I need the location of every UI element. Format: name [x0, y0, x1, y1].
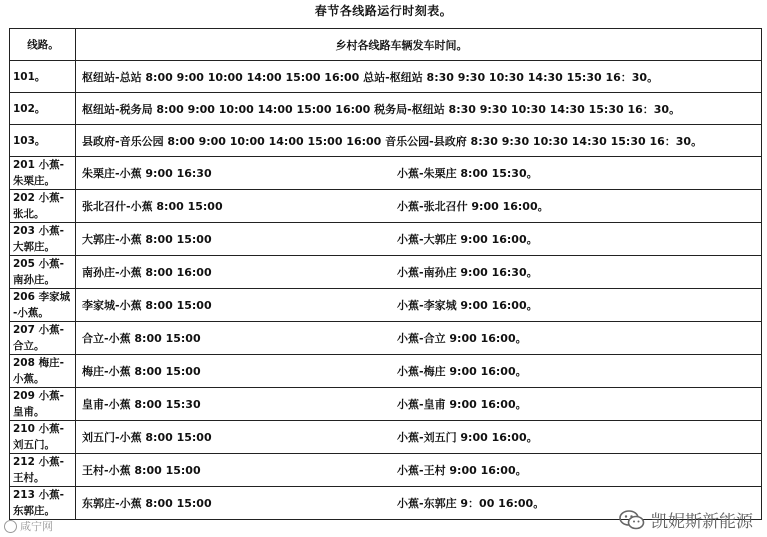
- table-row: [10, 388, 762, 421]
- route-times: [76, 388, 762, 421]
- route-times: [76, 322, 762, 355]
- route-line2: 朱栗庄。: [13, 175, 55, 187]
- outbound-times: 皇甫-小蕉 8:00 15:30: [82, 398, 201, 411]
- route-number: [10, 454, 76, 487]
- route-number: 102。: [10, 93, 76, 125]
- table-row: [10, 421, 762, 454]
- route-line2: 皇甫。: [13, 406, 45, 418]
- watermark: [619, 507, 753, 532]
- route-line2: 刘五门。: [13, 439, 55, 451]
- route-times: [76, 190, 762, 223]
- route-line1: 208 梅庄-: [13, 357, 64, 369]
- route-times: [76, 421, 762, 454]
- outbound-times: 刘五门-小蕉 8:00 15:00: [82, 431, 212, 444]
- watermark-left: [4, 518, 53, 534]
- return-times: 小蕉-张北召什 9:00 16:00。: [397, 200, 549, 213]
- return-times: 小蕉-南孙庄 9:00 16:30。: [397, 266, 538, 279]
- route-times: 枢纽站-总站 8:00 9:00 10:00 14:00 15:00 16:00 总站-枢纽站 8:30 9:30 10:30 14:30 15:30 16：30。: [76, 61, 762, 93]
- times-pair: [82, 330, 755, 346]
- return-times: 小蕉-东郭庄 9：00 16:00。: [397, 497, 545, 510]
- outbound-times: 朱栗庄-小蕉 9:00 16:30: [82, 167, 212, 180]
- route-line2: -小蕉。: [13, 307, 49, 319]
- route-line1: 202 小蕉-: [13, 192, 64, 204]
- route-times: 枢纽站-税务局 8:00 9:00 10:00 14:00 15:00 16:00 税务局-枢纽站 8:30 9:30 10:30 14:30 15:30 16：30。: [76, 93, 762, 125]
- watermark-left-icon: [4, 520, 17, 533]
- route-line1: 201 小蕉-: [13, 159, 64, 171]
- outbound-times: 南孙庄-小蕉 8:00 16:00: [82, 266, 212, 279]
- route-line1: 213 小蕉-: [13, 489, 64, 501]
- route-line2: 南孙庄。: [13, 274, 55, 286]
- times-pair: [82, 297, 755, 313]
- table-row: [10, 454, 762, 487]
- outbound-times: 大郭庄-小蕉 8:00 15:00: [82, 233, 212, 246]
- route-line1: 205 小蕉-: [13, 258, 64, 270]
- route-line2: 大郭庄。: [13, 241, 55, 253]
- route-number: [10, 322, 76, 355]
- table-row: [10, 256, 762, 289]
- route-times: [76, 256, 762, 289]
- outbound-times: 李家城-小蕉 8:00 15:00: [82, 299, 212, 312]
- route-times: [76, 223, 762, 256]
- table-row: [10, 355, 762, 388]
- outbound-times: 梅庄-小蕉 8:00 15:00: [82, 365, 201, 378]
- route-times: 县政府-音乐公园 8:00 9:00 10:00 14:00 15:00 16:00 音乐公园-县政府 8:30 9:30 10:30 14:30 15:30 16：30。: [76, 125, 762, 157]
- route-number: 103。: [10, 125, 76, 157]
- route-line2: 小蕉。: [13, 373, 45, 385]
- wechat-icon: [619, 509, 645, 531]
- route-line2: 东郭庄。: [13, 505, 55, 517]
- watermark-left-text: 咸宁网: [20, 520, 53, 533]
- table-header-row: [10, 29, 762, 61]
- document-title: 春节各线路运行时刻表。: [314, 4, 453, 18]
- table-row: [10, 223, 762, 256]
- times-pair: [82, 429, 755, 445]
- outbound-times: 东郭庄-小蕉 8:00 15:00: [82, 497, 212, 510]
- table-row: [10, 125, 762, 157]
- route-line1: 207 小蕉-: [13, 324, 64, 336]
- route-number: [10, 388, 76, 421]
- route-line1: 212 小蕉-: [13, 456, 64, 468]
- times-pair: [82, 363, 755, 379]
- return-times: 小蕉-合立 9:00 16:00。: [397, 332, 527, 345]
- times-pair: [82, 396, 755, 412]
- return-times: 小蕉-梅庄 9:00 16:00。: [397, 365, 527, 378]
- return-times: 小蕉-王村 9:00 16:00。: [397, 464, 527, 477]
- table-row: [10, 190, 762, 223]
- route-line1: 210 小蕉-: [13, 423, 64, 435]
- route-times: [76, 454, 762, 487]
- table-row: [10, 157, 762, 190]
- schedule-table: [9, 28, 762, 520]
- watermark-text: 凯妮斯新能源: [651, 512, 753, 532]
- route-number: [10, 487, 76, 520]
- route-times: [76, 289, 762, 322]
- times-pair: [82, 231, 755, 247]
- route-line1: 203 小蕉-: [13, 225, 64, 237]
- table-row: [10, 61, 762, 93]
- return-times: 小蕉-李家城 9:00 16:00。: [397, 299, 538, 312]
- table-row: [10, 289, 762, 322]
- return-times: 小蕉-刘五门 9:00 16:00。: [397, 431, 538, 444]
- times-pair: [82, 198, 755, 214]
- outbound-times: 王村-小蕉 8:00 15:00: [82, 464, 201, 477]
- header-times: 乡村各线路车辆发车时间。: [76, 29, 762, 61]
- route-line2: 王村。: [13, 472, 45, 484]
- outbound-times: 张北召什-小蕉 8:00 15:00: [82, 200, 223, 213]
- route-line1: 206 李家城: [13, 291, 71, 303]
- route-number: [10, 256, 76, 289]
- route-number: [10, 421, 76, 454]
- route-number: [10, 190, 76, 223]
- table-row: [10, 93, 762, 125]
- route-number: [10, 223, 76, 256]
- header-route: 线路。: [10, 29, 76, 61]
- route-times: [76, 157, 762, 190]
- table-row: [10, 322, 762, 355]
- return-times: 小蕉-大郭庄 9:00 16:00。: [397, 233, 538, 246]
- route-line2: 张北。: [13, 208, 45, 220]
- route-number: 101。: [10, 61, 76, 93]
- return-times: 小蕉-皇甫 9:00 16:00。: [397, 398, 527, 411]
- route-number: [10, 289, 76, 322]
- return-times: 小蕉-朱栗庄 8:00 15:30。: [397, 167, 538, 180]
- route-number: [10, 157, 76, 190]
- times-pair: [82, 264, 755, 280]
- route-number: [10, 355, 76, 388]
- route-line2: 合立。: [13, 340, 45, 352]
- outbound-times: 合立-小蕉 8:00 15:00: [82, 332, 201, 345]
- route-times: [76, 355, 762, 388]
- route-line1: 209 小蕉-: [13, 390, 64, 402]
- times-pair: [82, 462, 755, 478]
- times-pair: [82, 165, 755, 181]
